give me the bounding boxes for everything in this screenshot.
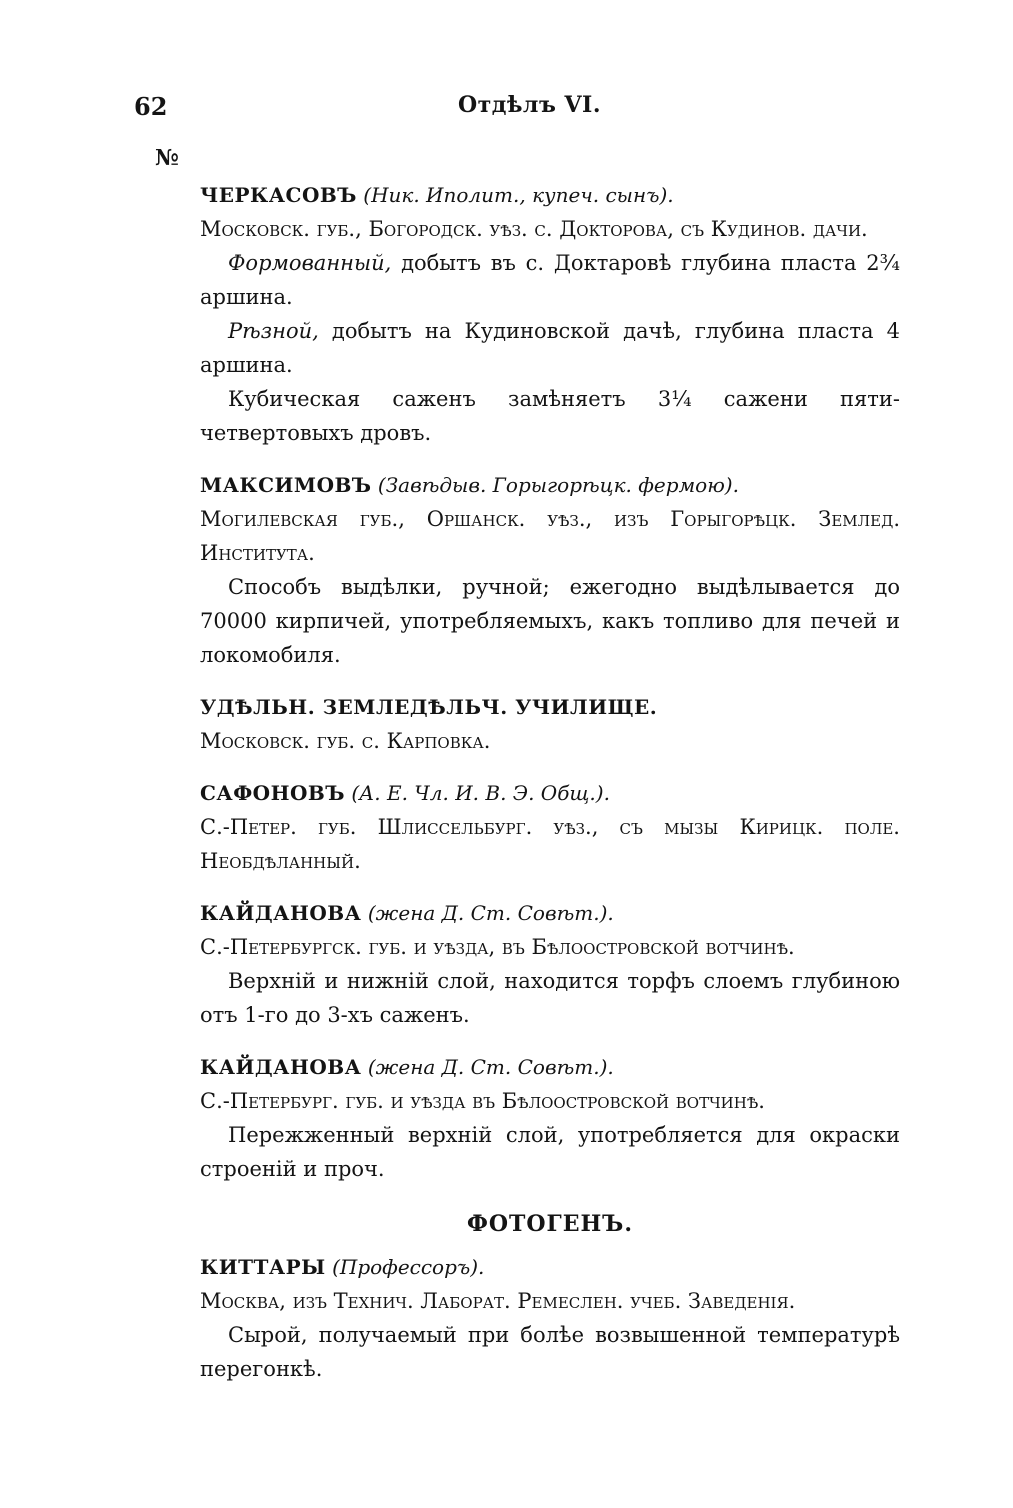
entry bbox=[200, 178, 900, 450]
entry-description bbox=[200, 1318, 900, 1386]
entry-name: КАЙДАНОВА bbox=[200, 901, 362, 925]
page-header bbox=[0, 92, 1013, 128]
description-text: Способъ выдѣлки, ручной; ежегодно выдѣлывается до 70000 кирпичей, употребляемыхъ, какъ топливо для печей и локомобиля. bbox=[200, 575, 900, 667]
entry-description bbox=[200, 382, 900, 450]
description-text: Сырой, получаемый при болѣе возвышенной температурѣ перегонкѣ. bbox=[200, 1323, 900, 1381]
entry bbox=[200, 468, 900, 672]
entry-heading bbox=[200, 690, 900, 724]
entry bbox=[200, 776, 900, 878]
entry-location: Москва, изъ Технич. Лаборат. Ремеслен. учеб. Заведенія. bbox=[200, 1289, 796, 1313]
entry-location: Московск. губ., Богородск. уѣз. с. Докторова, съ Кудинов. дачи. bbox=[200, 217, 868, 241]
description-text: Верхній и нижній слой, находится торфъ слоемъ глубиною отъ 1-го до 3-хъ саженъ. bbox=[200, 969, 900, 1027]
entry-location: Московск. губ. с. Карповка. bbox=[200, 729, 491, 753]
entry-location: С.-Петербургск. губ. и уѣзда, въ Бѣлоостровской вотчинѣ. bbox=[200, 935, 795, 959]
entry-name: КАЙДАНОВА bbox=[200, 1055, 362, 1079]
entry bbox=[200, 690, 900, 758]
entry-location: С.-Петер. губ. Шлиссельбург. уѣз., съ мызы Кирицк. поле. Необдѣланный. bbox=[200, 815, 900, 873]
entry-qualifier: (Профессоръ). bbox=[332, 1255, 485, 1279]
entry-location: Могилевская губ., Оршанск. уѣз., изъ Горыгорѣцк. Землед. Института. bbox=[200, 507, 900, 565]
section-title: ФОТОГЕНЪ. bbox=[466, 1211, 634, 1237]
entry-heading bbox=[200, 1250, 900, 1284]
entry-heading bbox=[200, 896, 900, 930]
entries-list bbox=[200, 178, 900, 1186]
entry-name: САФОНОВЪ bbox=[200, 781, 345, 805]
entry-qualifier: (Ник. Иполит., купеч. сынъ). bbox=[363, 183, 674, 207]
running-head: Отдѣлъ VI. bbox=[458, 92, 601, 118]
entry-name: КИТТАРЫ bbox=[200, 1255, 326, 1279]
description-text: добытъ въ с. Доктаровѣ глубина пласта 2¾ аршина. bbox=[200, 251, 900, 309]
entry-description bbox=[200, 1118, 900, 1186]
description-text: Пережженный верхній слой, употребляется для окраски строеній и проч. bbox=[200, 1123, 900, 1181]
entry-heading bbox=[200, 776, 900, 810]
entry-heading bbox=[200, 178, 900, 212]
entry bbox=[200, 1250, 900, 1386]
entry-description bbox=[200, 246, 900, 314]
number-sign: № bbox=[155, 145, 179, 171]
entry-name: ЧЕРКАСОВЪ bbox=[200, 183, 357, 207]
entry-description bbox=[200, 964, 900, 1032]
entry-heading bbox=[200, 1050, 900, 1084]
entry-name: МАКСИМОВЪ bbox=[200, 473, 372, 497]
entry bbox=[200, 896, 900, 1032]
entry-description bbox=[200, 314, 900, 382]
description-text: добытъ на Кудиновской дачѣ, глубина пласта 4 аршина. bbox=[200, 319, 900, 377]
description-text: Кубическая саженъ замѣняетъ 3¼ сажени пяти-четвертовыхъ дровъ. bbox=[200, 387, 900, 445]
entry-qualifier: (жена Д. Ст. Совѣт.). bbox=[367, 901, 614, 925]
entry-name: УДѢЛЬН. ЗЕМЛЕДѢЛЬЧ. УЧИЛИЩЕ. bbox=[200, 695, 658, 719]
page-body bbox=[200, 178, 900, 1404]
description-term: Рѣзной, bbox=[228, 319, 319, 343]
entry-location: С.-Петербург. губ. и уѣзда въ Бѣлоостровской вотчинѣ. bbox=[200, 1089, 765, 1113]
entry-qualifier: (жена Д. Ст. Совѣт.). bbox=[367, 1055, 614, 1079]
entry-heading bbox=[200, 468, 900, 502]
entry-description bbox=[200, 570, 900, 672]
section-entries-list bbox=[200, 1250, 900, 1386]
entry-qualifier: (А. Е. Чл. И. В. Э. Общ.). bbox=[351, 781, 610, 805]
description-term: Формованный, bbox=[228, 251, 392, 275]
page-number: 62 bbox=[134, 92, 168, 121]
entry bbox=[200, 1050, 900, 1186]
entry-qualifier: (Завѣдыв. Горыгорѣцк. фермою). bbox=[377, 473, 739, 497]
